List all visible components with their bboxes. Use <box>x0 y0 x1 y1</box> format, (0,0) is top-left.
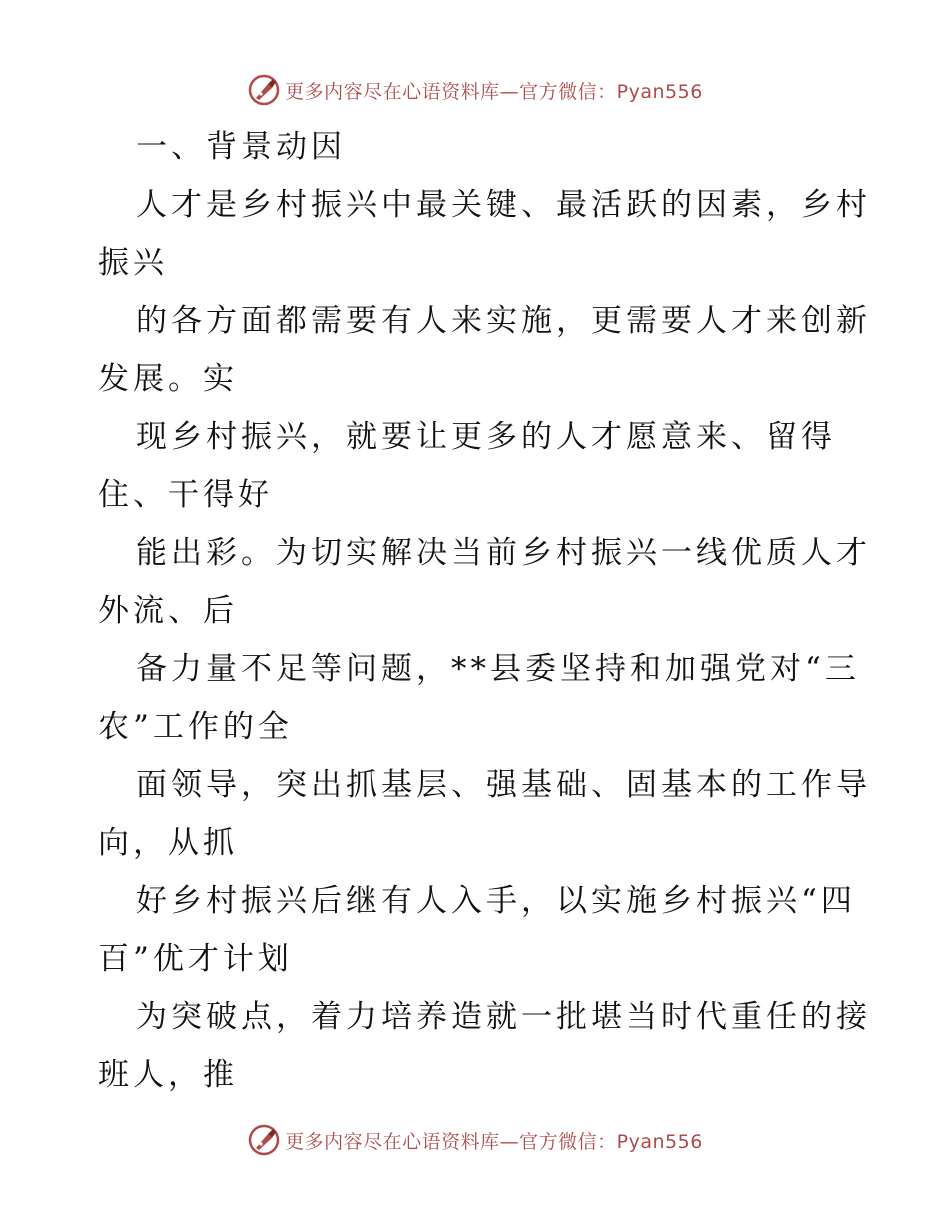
paragraph-line: 向，从抓 <box>98 825 238 861</box>
footer-watermark <box>0 1120 950 1160</box>
paragraph-line: 现乡村振兴，就要让更多的人才愿意来、留得 <box>136 419 836 455</box>
watermark-text: 更多内容尽在心语资料库—官方微信：Pyan556 <box>285 80 703 103</box>
paragraph-line: 能出彩。为切实解决当前乡村振兴一线优质人才 <box>136 535 871 571</box>
pen-nib-circle-icon <box>247 1123 281 1157</box>
paragraph-line: 振兴 <box>98 245 168 281</box>
paragraph-line: 为突破点，着力培养造就一批堪当时代重任的接 <box>136 999 871 1035</box>
paragraph-line: 住、干得好 <box>98 477 273 513</box>
paragraph-line: 班人，推 <box>98 1057 238 1093</box>
paragraph-line: 农”工作的全 <box>98 709 293 745</box>
watermark-text: 更多内容尽在心语资料库—官方微信：Pyan556 <box>285 1130 703 1153</box>
paragraph-line: 外流、后 <box>98 593 238 629</box>
paragraph-line: 发展。实 <box>98 361 238 397</box>
header-watermark <box>0 70 950 110</box>
paragraph-line: 的各方面都需要有人来实施，更需要人才来创新 <box>136 303 871 339</box>
paragraph-line: 好乡村振兴后继有人入手，以实施乡村振兴“四 <box>136 883 856 919</box>
paragraph-line: 人才是乡村振兴中最关键、最活跃的因素，乡村 <box>136 187 871 223</box>
pen-nib-circle-icon <box>247 73 281 107</box>
section-heading: 一、背景动因 <box>136 129 346 165</box>
paragraph-line: 备力量不足等问题，**县委坚持和加强党对“三 <box>136 651 860 687</box>
paragraph-line: 面领导，突出抓基层、强基础、固基本的工作导 <box>136 767 871 803</box>
paragraph-line: 百”优才计划 <box>98 941 293 977</box>
document-body <box>98 118 871 1104</box>
